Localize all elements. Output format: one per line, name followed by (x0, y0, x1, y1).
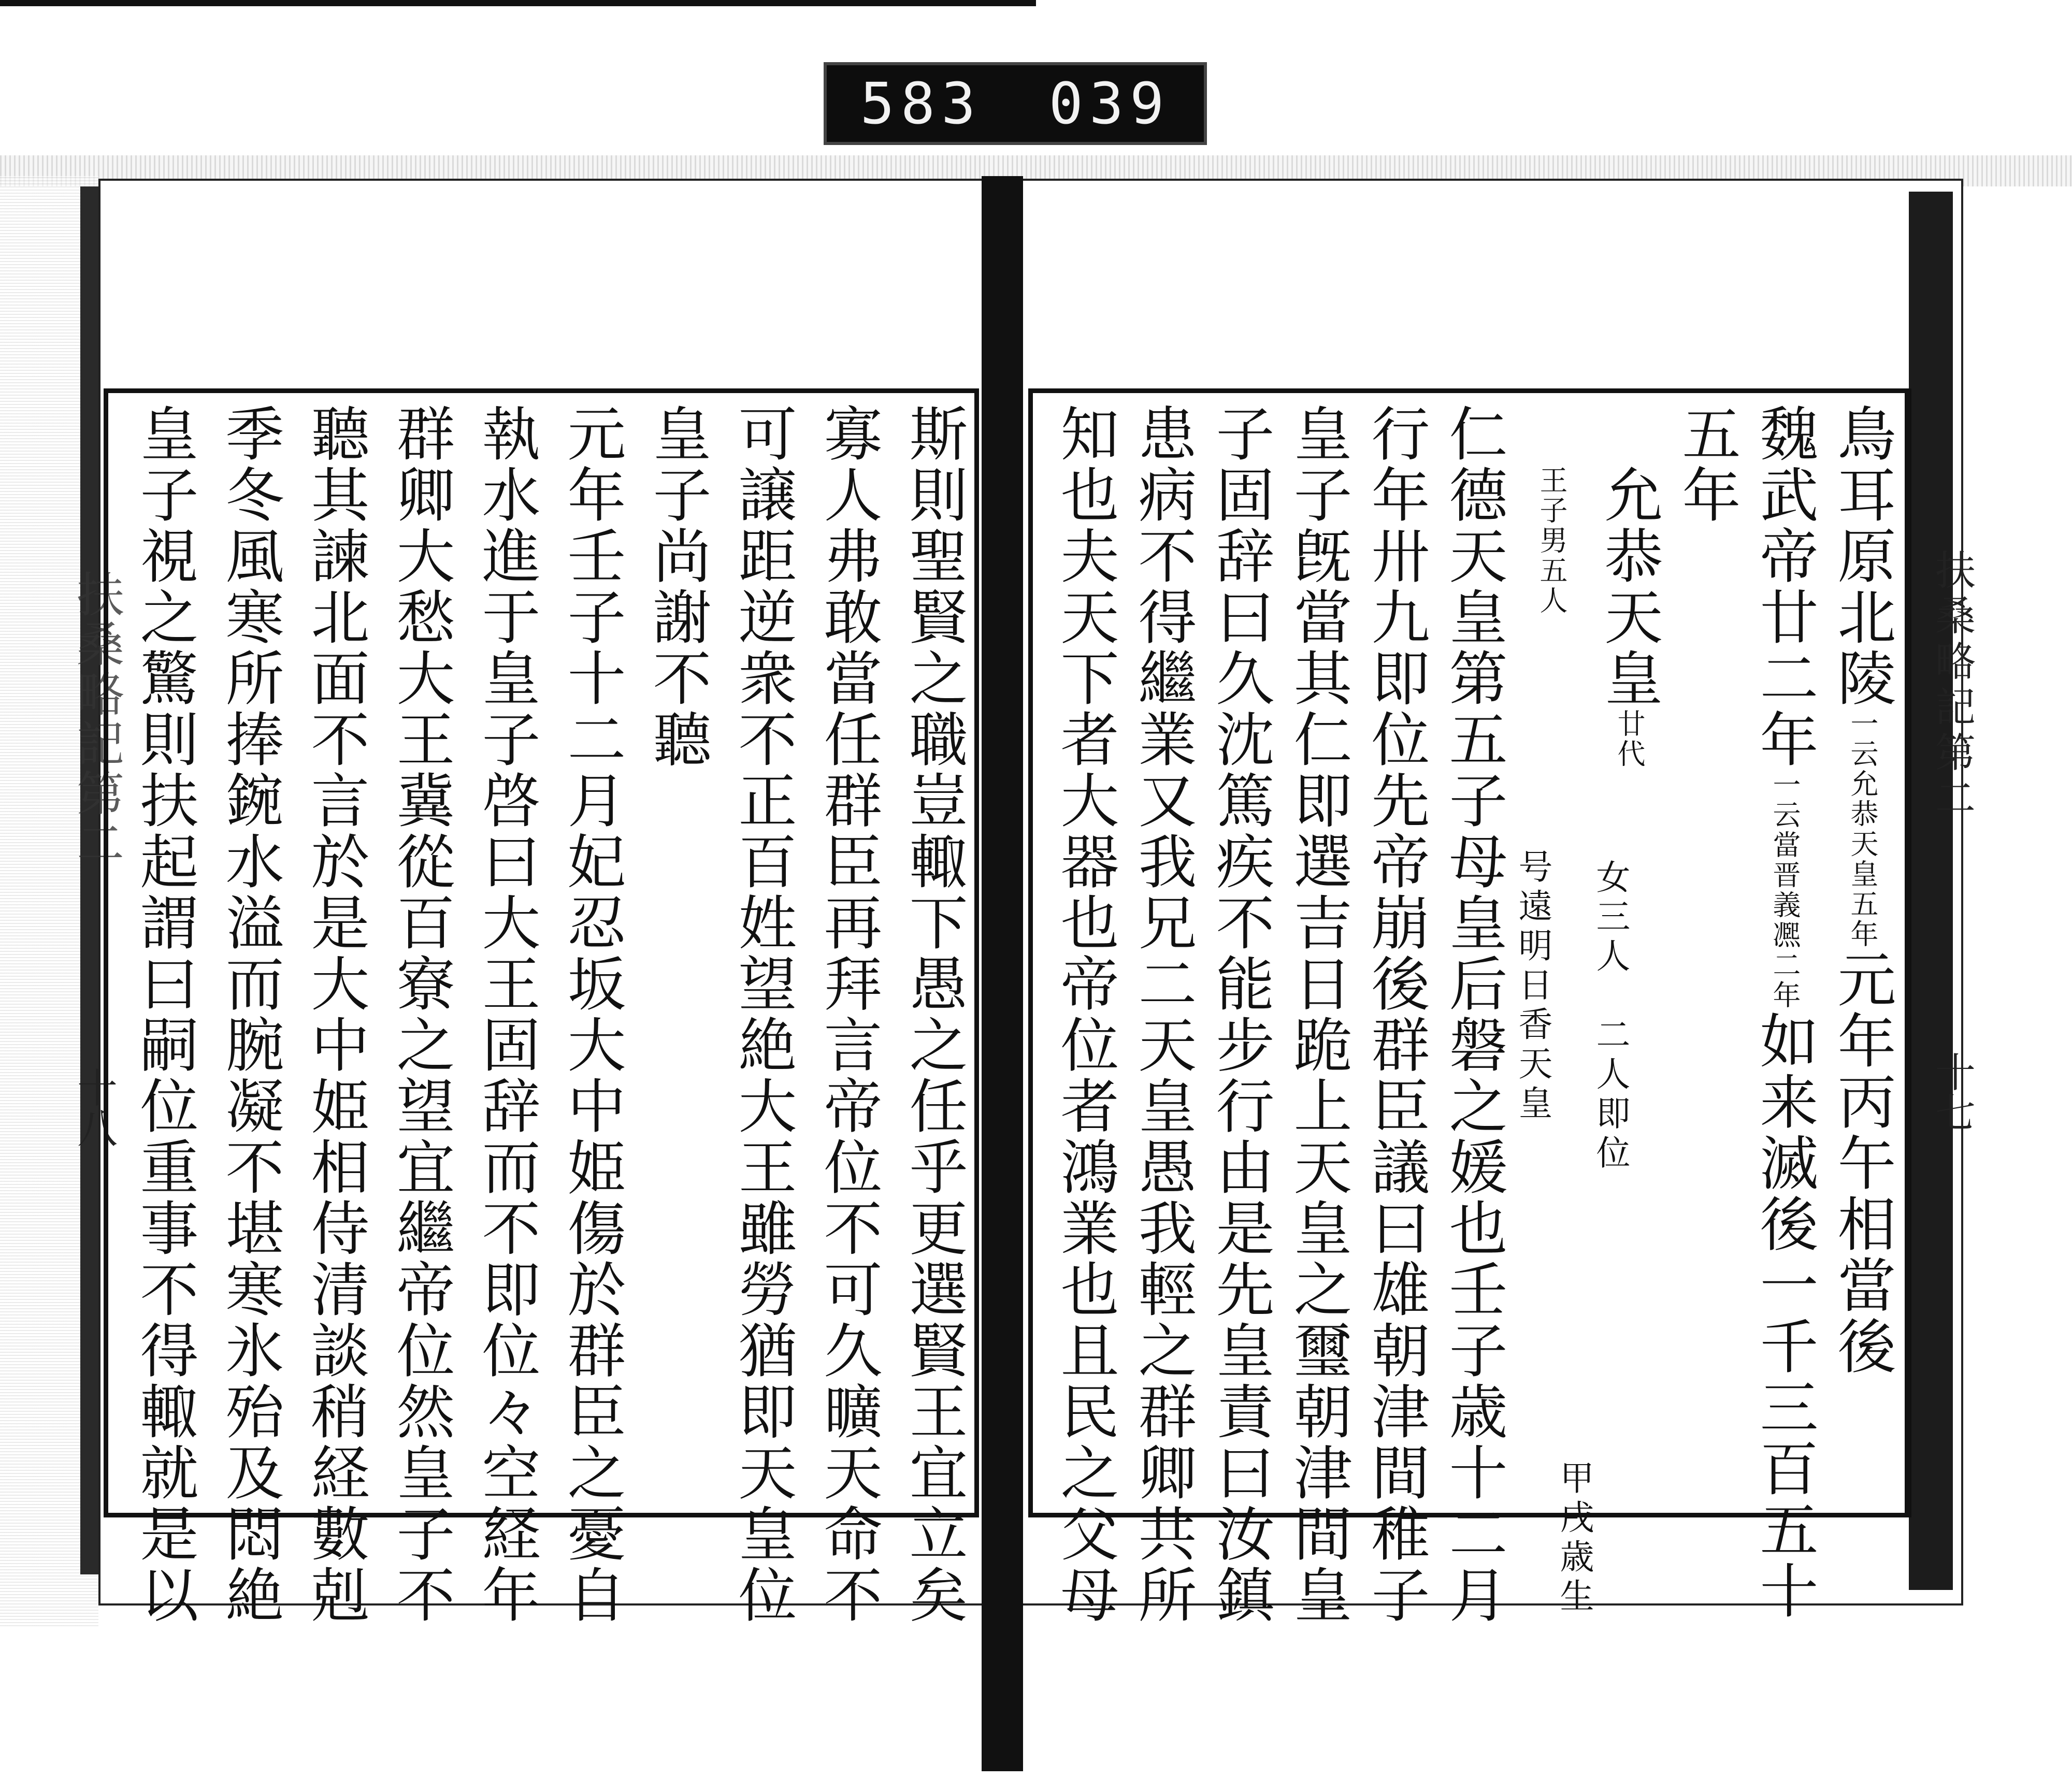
text-column (1828, 403, 1896, 1377)
reference-number-left: 583 (860, 70, 982, 137)
text-column (1051, 403, 1119, 1626)
text-column: 季冬風寒所捧鋺水溢而腕凝不堪寒氷殆及悶絶 (216, 403, 284, 1626)
text-run: 仁德天皇第五子母皇后磐之媛也壬子歳十二月 (1440, 403, 1508, 1626)
text-column (1673, 403, 1741, 526)
text-column (1284, 403, 1352, 1626)
interlinear-note: 一云允恭天皇五年 (1846, 709, 1879, 949)
text-column: 元年壬子十二月妃忍坂大中姫傷於群臣之憂自 (558, 403, 626, 1626)
interlinear-note: 女三人 二人即位 (1590, 859, 1630, 1174)
text-column: 皇子尚謝不聽 (643, 403, 712, 770)
text-column (1206, 403, 1275, 1626)
text-column (1522, 403, 1580, 616)
text-column: 可譲距逆衆不正百姓望絶大王雖勞猶即天皇位 (729, 403, 797, 1626)
text-run: 魏武帝廿二年 (1750, 403, 1819, 770)
text-column: 聽其諫北面不言於是大中姫相侍清談稍経數剋 (301, 403, 370, 1626)
right-book-edge (1909, 192, 1953, 1590)
interlinear-note: 一云當晋義凞二年 (1768, 770, 1801, 1010)
interlinear-note: 廿代 (1613, 709, 1646, 769)
text-column: 執水進于皇子啓曰大王固辞而不即位々空経年 (472, 403, 541, 1626)
text-run: 皇子旣當其仁即選吉日跪上天皇之璽朝津間皇 (1284, 403, 1352, 1626)
left-text-frame (104, 388, 979, 1626)
text-run: 五年 (1673, 403, 1741, 526)
text-column: 斯則聖賢之職豈輙下愚之任乎更選賢王宜立矣 (900, 403, 968, 1626)
right-text-frame (1028, 388, 1911, 1626)
left-margin-title: 扶桑略記第二 (69, 570, 124, 868)
text-run: 如来滅後一千三百五十 (1750, 1010, 1819, 1622)
left-book-edge (80, 186, 101, 1574)
text-column (1440, 403, 1508, 1626)
text-run: 行年卅九即位先帝崩後群臣議曰雄朝津間稚子 (1362, 403, 1430, 1626)
text-run: 知也夫天下者大器也帝位者鴻業也且民之父母 (1051, 403, 1119, 1626)
text-run: 允恭天皇 (1595, 403, 1663, 709)
text-column: 群卿大愁大王冀從百寮之望宜繼帝位然皇子不 (387, 403, 455, 1626)
top-rule (0, 0, 1036, 6)
text-column (1362, 403, 1430, 1626)
interlinear-note: 甲戌歳生 (1554, 1460, 1594, 1617)
right-page-folio: 十七 (1929, 1051, 1975, 1132)
text-column: 寡人弗敢當任群臣再拜言帝位不可久曠天命不 (814, 403, 883, 1626)
book-spine (982, 176, 1023, 1771)
text-column (1750, 403, 1819, 1622)
text-column (1595, 403, 1663, 769)
interlinear-note: 号遠明日香天皇 (1513, 849, 1552, 1124)
text-run: 子固辞曰久沈篤疾不能步行由是先皇責曰汝鎮 (1206, 403, 1275, 1626)
text-run: 元年丙午相當後 (1828, 949, 1896, 1377)
text-run: 患病不得繼業又我兄二天皇愚我輕之群卿共所 (1129, 403, 1197, 1626)
text-run: 鳥耳原北陵 (1828, 403, 1896, 709)
text-column: 皇子視之驚則扶起謂曰嗣位重事不得輙就是以 (131, 403, 199, 1626)
reference-label (824, 62, 1207, 145)
interlinear-note: 王子男五人 (1535, 466, 1568, 616)
reference-number-right: 039 (1048, 70, 1171, 137)
left-page-folio: 十八 (70, 1067, 117, 1148)
right-margin-title: 扶桑略記第二 (1929, 549, 1975, 822)
text-column (1129, 403, 1197, 1626)
